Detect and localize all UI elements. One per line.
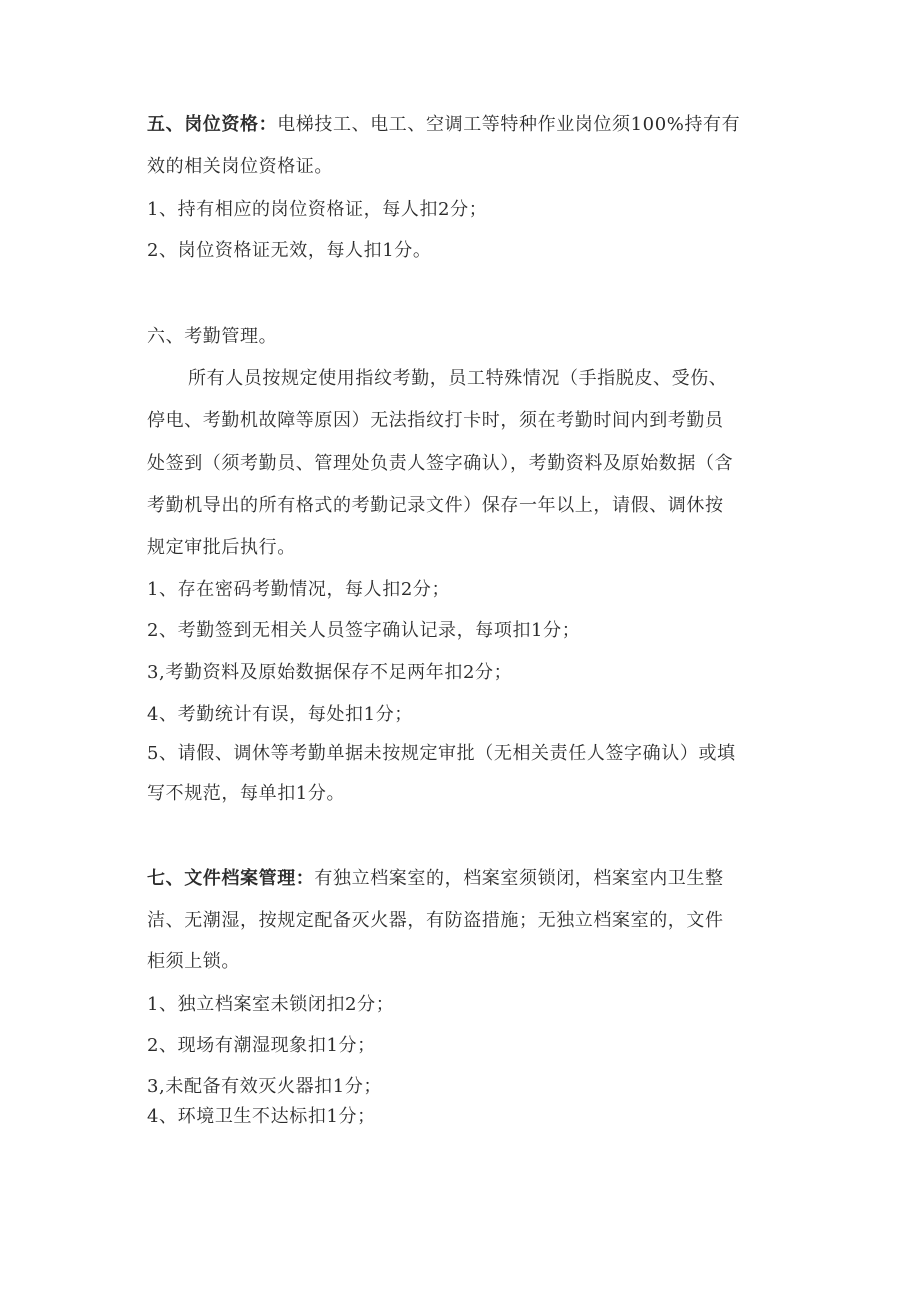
- section6-paragraph-line5: 规定审批后执行。: [147, 537, 296, 558]
- section7-item-1: 1、独立档案室未锁闭扣2分；: [147, 994, 395, 1015]
- section6-paragraph-line1: 所有人员按规定使用指纹考勤，员工特殊情况（手指脱皮、受伤、: [188, 368, 728, 389]
- section5-item-1: 1、持有相应的岗位资格证，每人扣2分；: [147, 199, 488, 220]
- section5-heading: 五、岗位资格：: [147, 114, 278, 135]
- section6-paragraph-line2: 停电、考勤机故障等原因）无法指纹打卡时，须在考勤时间内到考勤员: [147, 410, 724, 431]
- section6-paragraph-line3: 处签到（须考勤员、管理处负责人签字确认），考勤资料及原始数据（含: [147, 453, 734, 474]
- section7-item-3: 3,未配备有效灭火器扣1分；: [147, 1076, 383, 1097]
- section6-item-4: 4、考勤统计有误，每处扣1分；: [147, 704, 413, 725]
- section7-text-line2: 洁、无潮湿，按规定配备灭火器，有防盗措施；无独立档案室的，文件: [147, 910, 724, 931]
- section6-item-5: 5、请假、调休等考勤单据未按规定审批（无相关责任人签字确认）或填: [147, 743, 736, 764]
- section7-heading: 七、文件档案管理：: [147, 868, 315, 889]
- section5-item-2: 2、岗位资格证无效，每人扣1分。: [147, 240, 432, 261]
- section5-heading-line: [147, 113, 787, 137]
- section6-item-5-cont: 写不规范，每单扣1分。: [147, 783, 346, 804]
- section6-item-1: 1、存在密码考勤情况，每人扣2分；: [147, 579, 451, 600]
- section7-item-4: 4、环境卫生不达标扣1分；: [147, 1106, 376, 1127]
- section6-item-2: 2、考勤签到无相关人员签字确认记录，每项扣1分；: [147, 620, 581, 641]
- section5-text-line2: 效的相关岗位资格证。: [147, 156, 333, 177]
- section6-item-3: 3,考勤资料及原始数据保存不足两年扣2分；: [147, 662, 513, 683]
- section6-heading: 六、考勤管理。: [147, 326, 278, 347]
- section5-text-line1: 电梯技工、电工、空调工等特种作业岗位须100%持有有: [277, 114, 741, 135]
- section7-text-line1: 有独立档案室的，档案室须锁闭，档案室内卫生整: [314, 868, 724, 889]
- section7-item-2: 2、现场有潮湿现象扣1分；: [147, 1035, 376, 1056]
- section6-paragraph-line4: 考勤机导出的所有格式的考勤记录文件）保存一年以上，请假、调休按: [147, 495, 724, 516]
- section7-heading-line: [147, 867, 787, 891]
- section7-text-line3: 柜须上锁。: [147, 951, 240, 972]
